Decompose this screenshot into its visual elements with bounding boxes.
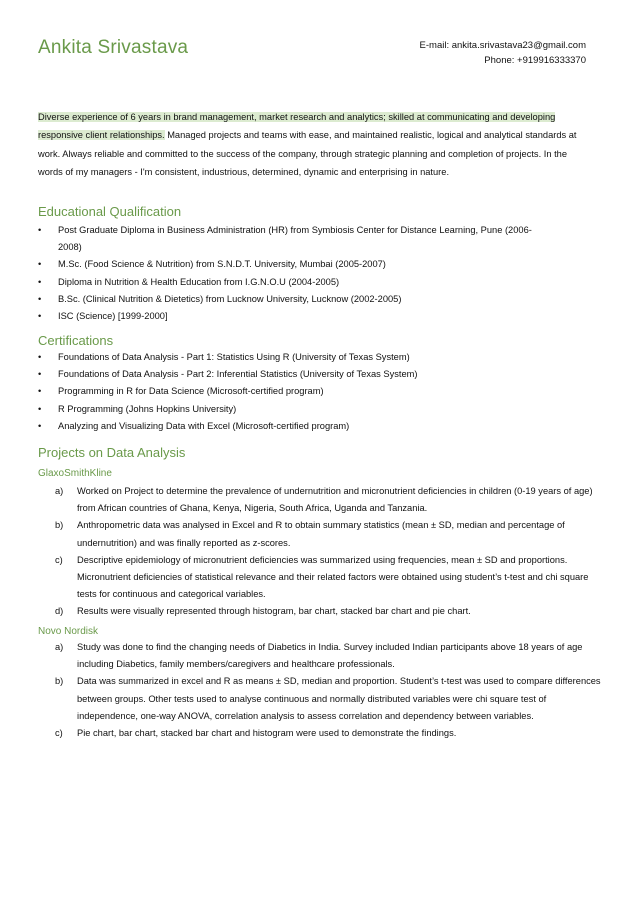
item-marker: d)	[55, 606, 64, 617]
summary-highlight: Diverse experience of 6 years in brand management, market research and analytics; skilled at communicating and developing responsive client relationships.	[38, 112, 556, 141]
item-text: Pie chart, bar chart, stacked bar chart and histogram were used to demonstrate the findings.	[77, 728, 457, 739]
certification-item: • Foundations of Data Analysis - Part 2: Inferential Statistics (University of Texas System)	[38, 366, 598, 383]
phone-line: Phone: +919916333370	[484, 55, 586, 66]
education-item: • Diploma in Nutrition & Health Education from I.G.N.O.U (2004-2005)	[38, 274, 538, 291]
summary-text: Managed projects and teams with ease, and maintained realistic, logical and analytical standards at work. Always reliable and committed to the success of the company, through strategic planning and completion of projects. In the words of my managers - I'm consistent, industrious, determined, dynamic and enterprising in nature.	[38, 130, 577, 178]
project-item	[55, 552, 605, 604]
company-gsk: GlaxoSmithKline	[38, 468, 112, 479]
contact-block	[420, 38, 586, 68]
profile-summary	[38, 108, 593, 182]
novo-project-list	[55, 639, 605, 742]
certification-item: • Foundations of Data Analysis - Part 1: Statistics Using R (University of Texas System)	[38, 349, 598, 366]
certification-item: • Analyzing and Visualizing Data with Excel (Microsoft-certified program)	[38, 418, 598, 435]
project-item	[55, 517, 605, 551]
item-marker: c)	[55, 728, 63, 739]
item-text: Worked on Project to determine the prevalence of undernutrition and micronutrient deficiencies in children (0-19 years of age) from African countries of Ghana, Kenya, Nigeria, South Africa, Uganda and Tanzania.	[77, 486, 593, 514]
project-item	[55, 483, 605, 517]
item-text: Data was summarized in excel and R as means ± SD, median and proportion. Student’s t-test was used to compare differences between groups. Other tests used to analyse continuous and normally distributed variables were chi square test of independence, one-way ANOVA, correlation analysis to assess correlation and dependency between variables.	[77, 676, 601, 721]
education-item: • B.Sc. (Clinical Nutrition & Dietetics) from Lucknow University, Lucknow (2002-2005)	[38, 291, 538, 308]
item-text: Anthropometric data was analysed in Excel and R to obtain summary statistics (mean ± SD, median and percentage of undernutrition) and was finally reported as z-scores.	[77, 520, 565, 548]
item-marker: b)	[55, 520, 64, 531]
certifications-list	[38, 349, 598, 435]
item-text: Results were visually represented through histogram, bar chart, stacked bar chart and pie chart.	[77, 606, 471, 617]
education-item: • M.Sc. (Food Science & Nutrition) from S.N.D.T. University, Mumbai (2005-2007)	[38, 256, 538, 273]
certification-item: • Programming in R for Data Science (Microsoft-certified program)	[38, 383, 598, 400]
project-item	[55, 639, 605, 673]
item-marker: a)	[55, 642, 64, 652]
email-line: E-mail: ankita.srivastava23@gmail.com	[419, 40, 586, 51]
candidate-name: Ankita Srivastava	[38, 37, 189, 58]
projects-heading: Projects on Data Analysis	[38, 445, 186, 460]
education-heading: Educational Qualification	[38, 204, 182, 219]
item-marker: c)	[55, 554, 63, 565]
certifications-heading: Certifications	[38, 333, 114, 348]
item-marker: a)	[55, 486, 64, 496]
certification-item: • R Programming (Johns Hopkins University)	[38, 401, 598, 418]
education-list	[38, 222, 538, 325]
item-marker: b)	[55, 676, 64, 687]
project-item	[55, 673, 605, 725]
item-text: Descriptive epidemiology of micronutrient deficiencies was summarized using frequencies, mean ± SD and proportions. Micronutrient deficiencies of statistical relevance and their related factors were obtained using student’s t-test and chi square tests for continuous and categorical variables.	[77, 554, 589, 600]
project-item	[55, 603, 605, 620]
gsk-project-list	[55, 483, 605, 621]
education-item: • Post Graduate Diploma in Business Administration (HR) from Symbiosis Center for Distance Learning, Pune (2006-2008)	[38, 222, 538, 256]
item-text: Study was done to find the changing needs of Diabetics in India. Survey included Indian participants above 18 years of age including Diabetics, family members/caregivers and healthcare professionals.	[77, 642, 583, 670]
education-item: • ISC (Science) [1999-2000]	[38, 308, 538, 325]
project-item	[55, 725, 605, 742]
company-novo-nordisk: Novo Nordisk	[38, 626, 99, 637]
